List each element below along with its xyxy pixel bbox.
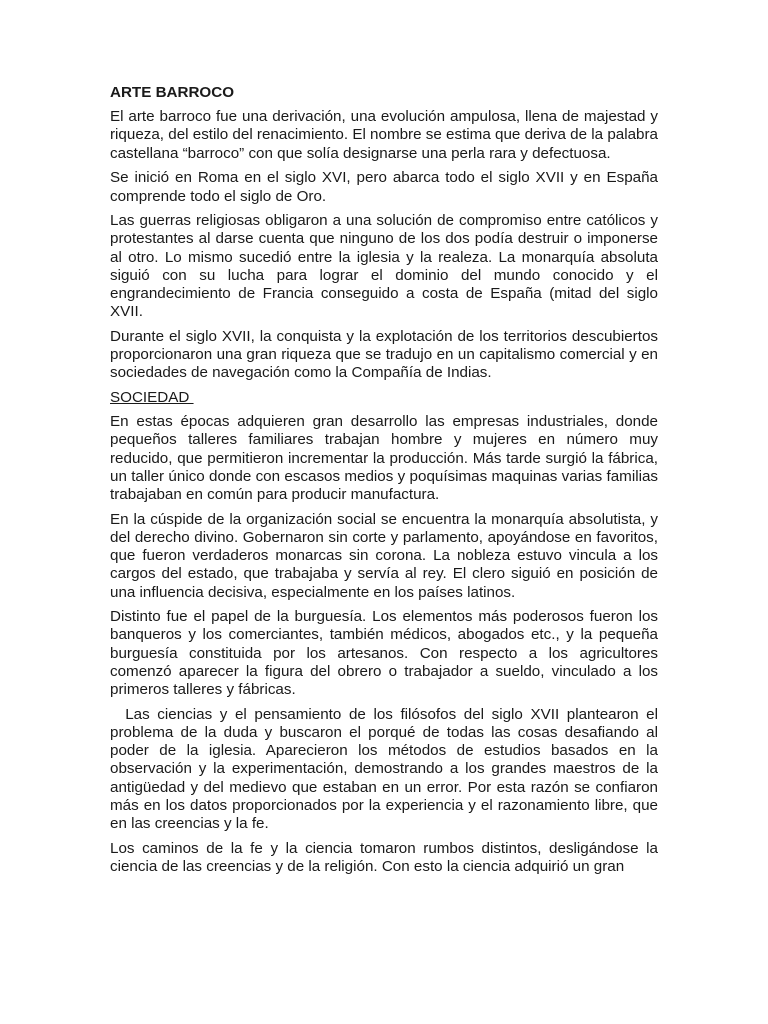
paragraph-society-1: En estas épocas adquieren gran desarrollo las empresas industriales, donde pequeños talleres familiares trabajan hombre y mujeres en número muy reducido, que permitieron incrementar la producción. Más tarde surgió la fábrica, un taller único donde con escasos medios y poquísimas maquinas varias familias trabajaban en común para producir manufactura. [110,413,658,504]
document-page [110,84,663,883]
paragraph-intro-1: El arte barroco fue una derivación, una evolución ampulosa, llena de majestad y riqueza, del estilo del renacimiento. El nombre se estima que deriva de la palabra castellana “barroco” con que solía designarse una perla rara y defectuosa. [110,108,658,162]
paragraph-intro-3: Las guerras religiosas obligaron a una solución de compromiso entre católicos y protestantes al darse cuenta que ninguno de los dos podía destruir o imponerse al otro. Lo mismo sucedió entre la iglesia y la realeza. La monarquía absoluta siguió con su lucha para lograr el dominio del mundo conocido y el engrandecimiento de Francia conseguido a costa de España (mitad del siglo XVII. [110,212,658,321]
paragraph-society-2: En la cúspide de la organización social se encuentra la monarquía absolutista, y del derecho divino. Gobernaron sin corte y parlamento, apoyándose en favoritos, que fueron verdaderos monarcas sin corona. La nobleza estuvo vincula a los cargos del estado, que trabajaba y servía al rey. El clero siguió en posición de una influencia decisiva, especialmente en los países latinos. [110,510,658,601]
paragraph-intro-4: Durante el siglo XVII, la conquista y la explotación de los territorios descubiertos proporcionaron una gran riqueza que se tradujo en un capitalismo comercial y en sociedades de navegación como la Compañía de Indias. [110,327,658,382]
paragraph-society-3: Distinto fue el papel de la burguesía. Los elementos más poderosos fueron los banqueros y los comerciantes, también médicos, abogados etc., y la pequeña burguesía constituida por los artesanos. Con respecto a los agricultores comenzó aparecer la figura del obrero o trabajador a sueldo, vinculado a los primeros talleres y fábricas. [110,608,658,699]
paragraph-intro-2: Se inició en Roma en el siglo XVI, pero abarca todo el siglo XVII y en España comprende todo el siglo de Oro. [110,169,658,205]
paragraph-society-4: Las ciencias y el pensamiento de los filósofos del siglo XVII plantearon el problema de la duda y buscaron el porqué de todas las cosas desafiando al poder de la iglesia. Aparecieron los métodos de estudios basados en la observación y la experimentación, demostrando a los grandes maestros de la antigüedad y del medievo que estaban en un error. Por esta razón se confiaron más en los datos proporcionados por la experiencia y el razonamiento libre, que en las creencias y la fe. [110,705,663,833]
paragraph-society-5: Los caminos de la fe y la ciencia tomaron rumbos distintos, desligándose la ciencia de las creencias y de la religión. Con esto la ciencia adquirió un gran [110,839,658,875]
document-title: ARTE BARROCO [110,84,235,101]
section-heading-sociedad: SOCIEDAD [110,389,194,407]
